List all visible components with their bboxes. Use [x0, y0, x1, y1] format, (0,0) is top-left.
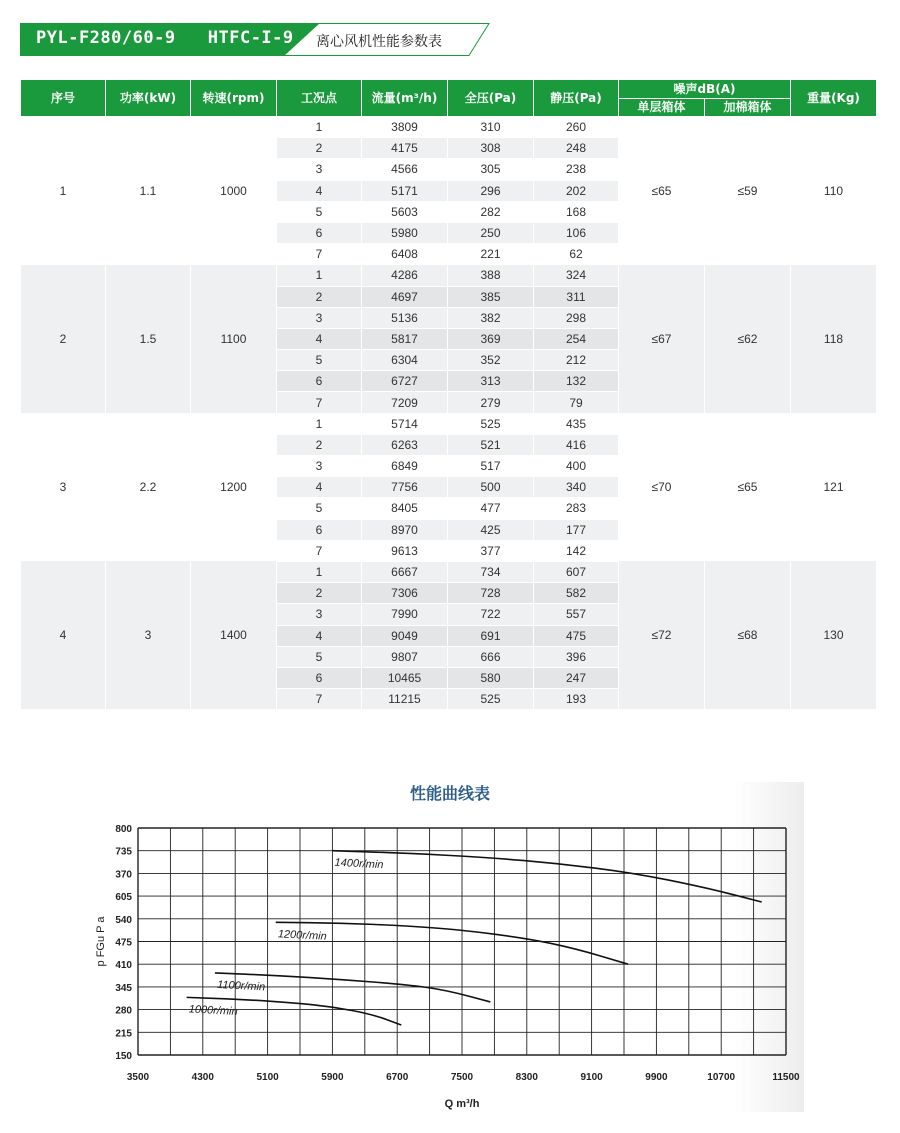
cell-power: 3 [106, 561, 191, 709]
cell-weight: 121 [791, 413, 877, 561]
cell-static-pressure: 435 [534, 413, 619, 434]
cell-point: 5 [277, 201, 362, 222]
cell-static-pressure: 132 [534, 371, 619, 392]
cell-point: 4 [277, 625, 362, 646]
x-tick-label: 11500 [772, 1072, 800, 1083]
cell-point: 1 [277, 413, 362, 434]
y-tick-label: 800 [115, 824, 132, 835]
cell-total-pressure: 305 [448, 159, 534, 180]
cell-weight: 118 [791, 265, 877, 413]
cell-point: 6 [277, 371, 362, 392]
cell-static-pressure: 168 [534, 201, 619, 222]
cell-point: 1 [277, 265, 362, 286]
cell-flow: 11215 [362, 689, 448, 710]
cell-speed: 1000 [191, 117, 277, 265]
cell-static-pressure: 238 [534, 159, 619, 180]
cell-static-pressure: 177 [534, 519, 619, 540]
cell-point: 2 [277, 583, 362, 604]
cell-flow: 5136 [362, 307, 448, 328]
y-tick-label: 150 [115, 1051, 132, 1062]
cell-static-pressure: 311 [534, 286, 619, 307]
cell-flow: 4697 [362, 286, 448, 307]
cell-total-pressure: 369 [448, 328, 534, 349]
cell-flow: 4175 [362, 138, 448, 159]
col-seq: 序号 [21, 80, 106, 117]
cell-point: 7 [277, 689, 362, 710]
cell-noise-single: ≤67 [619, 265, 705, 413]
cell-speed: 1100 [191, 265, 277, 413]
cell-point: 6 [277, 222, 362, 243]
cell-flow: 8970 [362, 519, 448, 540]
y-tick-label: 280 [115, 1005, 132, 1017]
x-axis-label: Q m³/h [444, 1098, 480, 1110]
x-tick-label: 5100 [256, 1072, 279, 1083]
cell-flow: 5603 [362, 201, 448, 222]
cell-point: 6 [277, 519, 362, 540]
cell-flow: 7756 [362, 477, 448, 498]
cell-total-pressure: 382 [448, 307, 534, 328]
cell-point: 7 [277, 392, 362, 413]
cell-flow: 7306 [362, 583, 448, 604]
cell-static-pressure: 106 [534, 222, 619, 243]
cell-flow: 6667 [362, 561, 448, 582]
cell-noise-single: ≤70 [619, 413, 705, 561]
x-tick-label: 10700 [707, 1072, 736, 1083]
cell-total-pressure: 313 [448, 371, 534, 392]
cell-total-pressure: 728 [448, 583, 534, 604]
x-tick-label: 3500 [126, 1072, 150, 1083]
cell-weight: 110 [791, 117, 877, 265]
y-tick-label: 475 [115, 937, 132, 949]
col-speed: 转速(rpm) [191, 80, 277, 117]
cell-flow: 4286 [362, 265, 448, 286]
cell-total-pressure: 666 [448, 646, 534, 667]
x-tick-label: 5900 [321, 1072, 344, 1083]
cell-point: 2 [277, 286, 362, 307]
cell-total-pressure: 221 [448, 244, 534, 265]
cell-noise-insulated: ≤65 [705, 413, 791, 561]
cell-static-pressure: 400 [534, 456, 619, 477]
x-tick-label: 7500 [450, 1072, 474, 1083]
cell-point: 3 [277, 456, 362, 477]
cell-noise-insulated: ≤68 [705, 561, 791, 709]
cell-static-pressure: 396 [534, 646, 619, 667]
cell-speed: 1400 [191, 561, 277, 709]
series-label: 1000r/min [188, 1003, 238, 1018]
cell-speed: 1200 [191, 413, 277, 561]
cell-flow: 6408 [362, 244, 448, 265]
cell-point: 6 [277, 667, 362, 688]
cell-power: 1.1 [106, 117, 191, 265]
cell-static-pressure: 254 [534, 328, 619, 349]
cell-total-pressure: 388 [448, 265, 534, 286]
cell-static-pressure: 298 [534, 307, 619, 328]
cell-seq: 4 [21, 561, 106, 709]
cell-point: 5 [277, 498, 362, 519]
table-subtitle: 离心风机性能参数表 [316, 34, 442, 50]
x-tick-label: 8300 [515, 1072, 538, 1083]
y-tick-label: 370 [115, 869, 132, 881]
cell-total-pressure: 580 [448, 667, 534, 688]
cell-noise-insulated: ≤62 [705, 265, 791, 413]
col-total-pressure: 全压(Pa) [448, 80, 534, 117]
series-label: 1400r/min [334, 856, 384, 872]
cell-flow: 5171 [362, 180, 448, 201]
cell-point: 5 [277, 646, 362, 667]
cell-total-pressure: 377 [448, 540, 534, 561]
cell-total-pressure: 525 [448, 689, 534, 710]
col-static-pressure: 静压(Pa) [534, 80, 619, 117]
y-tick-label: 605 [115, 892, 132, 904]
cell-total-pressure: 722 [448, 604, 534, 625]
cell-point: 2 [277, 138, 362, 159]
cell-static-pressure: 283 [534, 498, 619, 519]
cell-seq: 2 [21, 265, 106, 413]
cell-total-pressure: 517 [448, 456, 534, 477]
cell-point: 3 [277, 307, 362, 328]
col-noise-insulated: 加棉箱体 [705, 98, 791, 117]
cell-flow: 5980 [362, 222, 448, 243]
model-title: PYL-F280/60-9 HTFC-I-9 [36, 28, 294, 48]
col-power: 功率(kW) [106, 80, 191, 117]
cell-static-pressure: 247 [534, 667, 619, 688]
cell-flow: 9049 [362, 625, 448, 646]
cell-point: 1 [277, 561, 362, 582]
cell-flow: 5817 [362, 328, 448, 349]
cell-static-pressure: 416 [534, 434, 619, 455]
x-tick-label: 9900 [645, 1072, 668, 1083]
cell-flow: 6304 [362, 350, 448, 371]
cell-total-pressure: 352 [448, 350, 534, 371]
series-curve [276, 922, 628, 964]
cell-point: 1 [277, 117, 362, 138]
cell-total-pressure: 425 [448, 519, 534, 540]
cell-flow: 7990 [362, 604, 448, 625]
cell-point: 3 [277, 159, 362, 180]
cell-flow: 9613 [362, 540, 448, 561]
cell-total-pressure: 734 [448, 561, 534, 582]
cell-static-pressure: 607 [534, 561, 619, 582]
cell-static-pressure: 475 [534, 625, 619, 646]
cell-total-pressure: 477 [448, 498, 534, 519]
cell-total-pressure: 279 [448, 392, 534, 413]
y-tick-label: 735 [115, 846, 132, 858]
cell-static-pressure: 324 [534, 265, 619, 286]
cell-point: 2 [277, 434, 362, 455]
cell-static-pressure: 260 [534, 117, 619, 138]
cell-total-pressure: 525 [448, 413, 534, 434]
cell-noise-single: ≤72 [619, 561, 705, 709]
x-tick-label: 6700 [386, 1072, 409, 1083]
col-noise-single: 单层箱体 [619, 98, 705, 117]
col-noise: 噪声dB(A) [619, 80, 791, 99]
cell-static-pressure: 212 [534, 350, 619, 371]
cell-power: 2.2 [106, 413, 191, 561]
col-point: 工况点 [277, 80, 362, 117]
cell-point: 4 [277, 477, 362, 498]
cell-total-pressure: 521 [448, 434, 534, 455]
cell-static-pressure: 142 [534, 540, 619, 561]
cell-point: 5 [277, 350, 362, 371]
cell-total-pressure: 500 [448, 477, 534, 498]
cell-total-pressure: 310 [448, 117, 534, 138]
col-weight: 重量(Kg) [791, 80, 877, 117]
cell-static-pressure: 62 [534, 244, 619, 265]
cell-seq: 3 [21, 413, 106, 561]
cell-total-pressure: 282 [448, 201, 534, 222]
y-axis-label: p FGu P a [95, 916, 107, 967]
y-tick-label: 345 [115, 982, 132, 994]
cell-flow: 4566 [362, 159, 448, 180]
cell-flow: 3809 [362, 117, 448, 138]
cell-flow: 6849 [362, 456, 448, 477]
cell-noise-insulated: ≤59 [705, 117, 791, 265]
cell-flow: 7209 [362, 392, 448, 413]
cell-flow: 10465 [362, 667, 448, 688]
cell-point: 7 [277, 540, 362, 561]
y-tick-label: 215 [115, 1028, 132, 1040]
cell-total-pressure: 385 [448, 286, 534, 307]
cell-flow: 9807 [362, 646, 448, 667]
cell-total-pressure: 691 [448, 625, 534, 646]
cell-total-pressure: 296 [448, 180, 534, 201]
cell-power: 1.5 [106, 265, 191, 413]
series-label: 1200r/min [277, 928, 328, 943]
x-tick-label: 4300 [191, 1072, 214, 1083]
cell-static-pressure: 202 [534, 180, 619, 201]
cell-static-pressure: 193 [534, 689, 619, 710]
cell-static-pressure: 79 [534, 392, 619, 413]
chart-title: 性能曲线表 [409, 784, 490, 803]
cell-point: 3 [277, 604, 362, 625]
x-tick-label: 9100 [580, 1072, 603, 1083]
series-label: 1100r/min [216, 978, 266, 994]
cell-static-pressure: 557 [534, 604, 619, 625]
cell-total-pressure: 308 [448, 138, 534, 159]
cell-flow: 8405 [362, 498, 448, 519]
cell-total-pressure: 250 [448, 222, 534, 243]
cell-point: 7 [277, 244, 362, 265]
cell-noise-single: ≤65 [619, 117, 705, 265]
cell-weight: 130 [791, 561, 877, 709]
cell-static-pressure: 582 [534, 583, 619, 604]
cell-flow: 5714 [362, 413, 448, 434]
cell-point: 4 [277, 328, 362, 349]
cell-point: 4 [277, 180, 362, 201]
cell-static-pressure: 340 [534, 477, 619, 498]
cell-flow: 6263 [362, 434, 448, 455]
cell-seq: 1 [21, 117, 106, 265]
cell-flow: 6727 [362, 371, 448, 392]
y-tick-label: 540 [115, 914, 132, 926]
col-flow: 流量(m³/h) [362, 80, 448, 117]
cell-static-pressure: 248 [534, 138, 619, 159]
y-tick-label: 410 [115, 960, 132, 972]
